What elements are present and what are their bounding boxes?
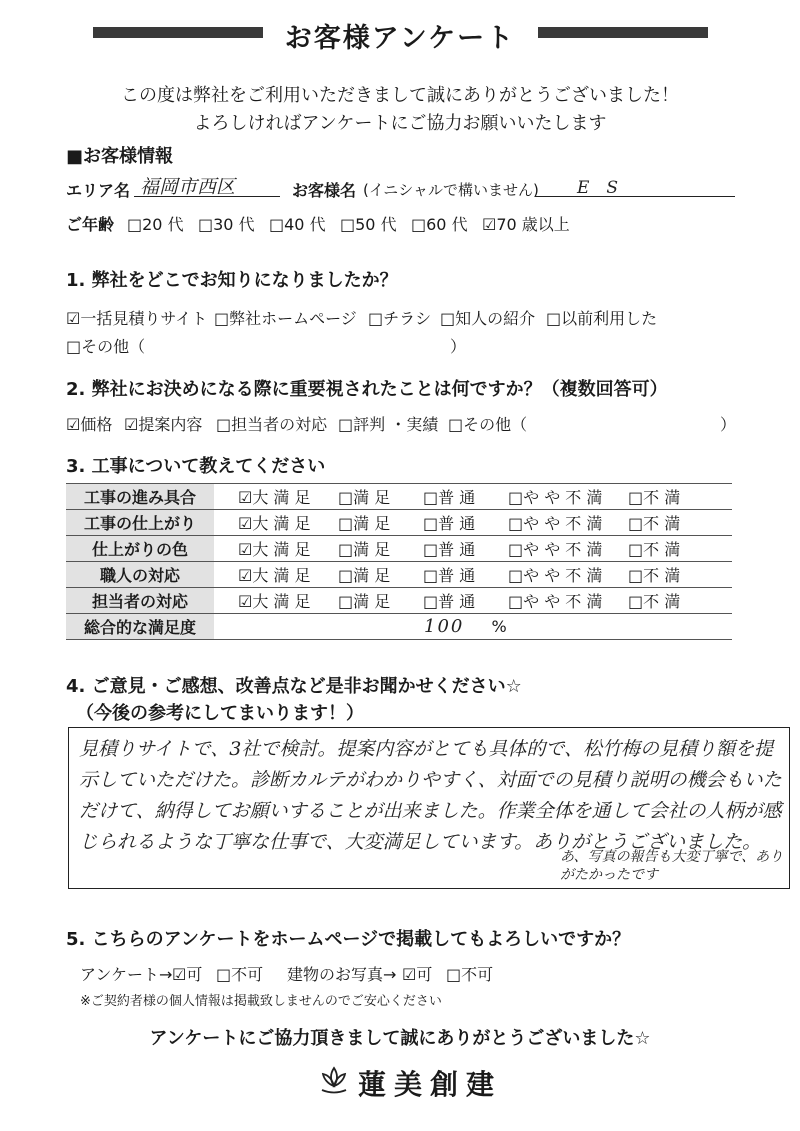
rating-option[interactable]: □や や 不 満 — [508, 566, 603, 585]
rating-option[interactable]: □不 満 — [628, 488, 681, 507]
survey-no-option[interactable]: □不可 — [216, 965, 264, 984]
photo-no-option[interactable]: □不可 — [446, 965, 494, 984]
rating-row — [66, 510, 732, 536]
overall-value: 100 — [424, 616, 465, 637]
age-option-60[interactable]: □60 代 — [411, 215, 468, 234]
rating-row-label: 工事の仕上がり — [66, 510, 214, 536]
rating-row-label: 工事の進み具合 — [66, 484, 214, 510]
footer-thanks: アンケートにご協力頂きまして誠にありがとうございました☆ — [149, 1028, 651, 1049]
rating-option[interactable]: □や や 不 満 — [508, 540, 603, 559]
name-value: E S — [577, 178, 619, 198]
rating-option[interactable]: □普 通 — [423, 514, 476, 533]
survey-label: アンケート→ — [80, 965, 173, 984]
survey-yes-option[interactable]: ☑可 — [172, 965, 203, 984]
rating-option[interactable]: □や や 不 満 — [508, 514, 603, 533]
rating-row-label: 仕上がりの色 — [66, 536, 214, 562]
rating-option[interactable]: □不 満 — [628, 540, 681, 559]
rating-option[interactable]: ☑大 満 足 — [238, 488, 311, 507]
q1-option-homepage[interactable]: □弊社ホームページ — [214, 309, 357, 328]
rating-option[interactable]: □や や 不 満 — [508, 592, 603, 611]
title-area — [0, 14, 800, 54]
lotus-icon — [318, 1064, 350, 1096]
rating-option[interactable]: □不 満 — [628, 592, 681, 611]
name-field[interactable] — [535, 172, 735, 197]
privacy-note: ※ご契約者様の個人情報は掲載致しませんのでご安心ください — [80, 994, 442, 1009]
rating-option[interactable]: □不 満 — [628, 566, 681, 585]
q4-heading: 4. ご意見・ご感想、改善点など是非お聞かせください☆ — [66, 676, 522, 697]
rating-option[interactable]: ☑大 満 足 — [238, 514, 311, 533]
q4-subheading: （今後の参考にしてまいります！） — [76, 703, 364, 724]
rating-row — [66, 484, 732, 510]
overall-label: 総合的な満足度 — [66, 614, 214, 640]
rating-option[interactable]: □普 通 — [423, 488, 476, 507]
area-value: 福岡市西区 — [140, 176, 236, 198]
age-option-40[interactable]: □40 代 — [269, 215, 326, 234]
age-option-70[interactable]: ☑70 歳以上 — [482, 215, 570, 234]
photo-label: 建物のお写真→ — [287, 965, 397, 984]
area-field[interactable] — [134, 172, 280, 197]
q2-option-staff[interactable]: □担当者の対応 — [216, 415, 328, 434]
rating-option[interactable]: □満 足 — [338, 488, 391, 507]
rating-option[interactable]: □普 通 — [423, 566, 476, 585]
customer-info-heading: ■お客様情報 — [66, 146, 174, 167]
name-label: お客様名 — [292, 181, 357, 200]
rating-table — [66, 483, 732, 640]
photo-yes-option[interactable]: ☑可 — [402, 965, 433, 984]
q1-other-close: ） — [450, 337, 467, 356]
q1-option-previous[interactable]: □以前利用した — [546, 309, 658, 328]
rating-option[interactable]: □普 通 — [423, 540, 476, 559]
intro-line-1: この度は弊社をご利用いただきまして誠にありがとうございました！ — [121, 85, 679, 106]
rating-option[interactable]: □満 足 — [338, 514, 391, 533]
name-note: (イニシャルで構いません) — [363, 181, 539, 199]
rating-option[interactable]: □や や 不 満 — [508, 488, 603, 507]
area-label: エリア名 — [66, 181, 131, 200]
rating-option[interactable]: □満 足 — [338, 592, 391, 611]
page-title: お客様アンケート — [284, 23, 516, 54]
q1-option-referral[interactable]: □知人の紹介 — [440, 309, 536, 328]
intro-line-2: よろしければアンケートにご協力お願いいたします — [193, 113, 607, 134]
q1-option-flyer[interactable]: □チラシ — [368, 309, 432, 328]
age-option-30[interactable]: □30 代 — [198, 215, 255, 234]
overall-unit: % — [491, 617, 507, 636]
age-option-50[interactable]: □50 代 — [340, 215, 397, 234]
q2-other-close: ） — [720, 415, 737, 434]
q1-heading: 1. 弊社をどこでお知りになりましたか？ — [66, 270, 398, 291]
q1-option-other[interactable]: □その他（ — [66, 337, 146, 356]
rating-row — [66, 536, 732, 562]
rating-option[interactable]: □不 満 — [628, 514, 681, 533]
q2-heading: 2. 弊社にお決めになる際に重要視されたことは何ですか？（複数回答可） — [66, 379, 668, 400]
q2-option-reputation[interactable]: □評判 ・実績 — [338, 415, 439, 434]
rating-option[interactable]: □普 通 — [423, 592, 476, 611]
rating-option[interactable]: ☑大 満 足 — [238, 540, 311, 559]
rating-option[interactable]: ☑大 満 足 — [238, 592, 311, 611]
q2-option-price[interactable]: ☑価格 — [66, 415, 113, 434]
rating-row — [66, 562, 732, 588]
q3-heading: 3. 工事について教えてください — [66, 456, 326, 477]
age-option-20[interactable]: □20 代 — [127, 215, 184, 234]
q2-option-other[interactable]: □その他（ — [448, 415, 528, 434]
rating-option[interactable]: ☑大 満 足 — [238, 566, 311, 585]
rating-row-label: 担当者の対応 — [66, 588, 214, 614]
q1-option-site[interactable]: ☑一括見積りサイト — [66, 309, 208, 328]
comment-text: 見積りサイトで、3社で検討。提案内容がとても具体的で、松竹梅の見積り額を提示していただけた。診断カルテがわかりやすく、対面での見積り説明の機会もいただけて、納得してお願いすることが出来ました。作業全体を通して会社の人柄が感じられるような丁寧な仕事で、大変満足しています。ありがとうございました。 — [79, 738, 782, 853]
q5-heading: 5. こちらのアンケートをホームページで掲載してもよろしいですか？ — [66, 929, 631, 950]
company-name: 蓮美創建 — [358, 1068, 503, 1101]
overall-field[interactable] — [214, 614, 732, 640]
overall-row — [66, 614, 732, 640]
age-label: ご年齢 — [66, 215, 115, 234]
q2-option-proposal[interactable]: ☑提案内容 — [124, 415, 203, 434]
rating-option[interactable]: □満 足 — [338, 540, 391, 559]
rating-row — [66, 588, 732, 614]
comment-extra: あ、写真の報告も大変丁寧で、ありがたかったです — [560, 849, 784, 883]
rating-row-label: 職人の対応 — [66, 562, 214, 588]
rating-option[interactable]: □満 足 — [338, 566, 391, 585]
